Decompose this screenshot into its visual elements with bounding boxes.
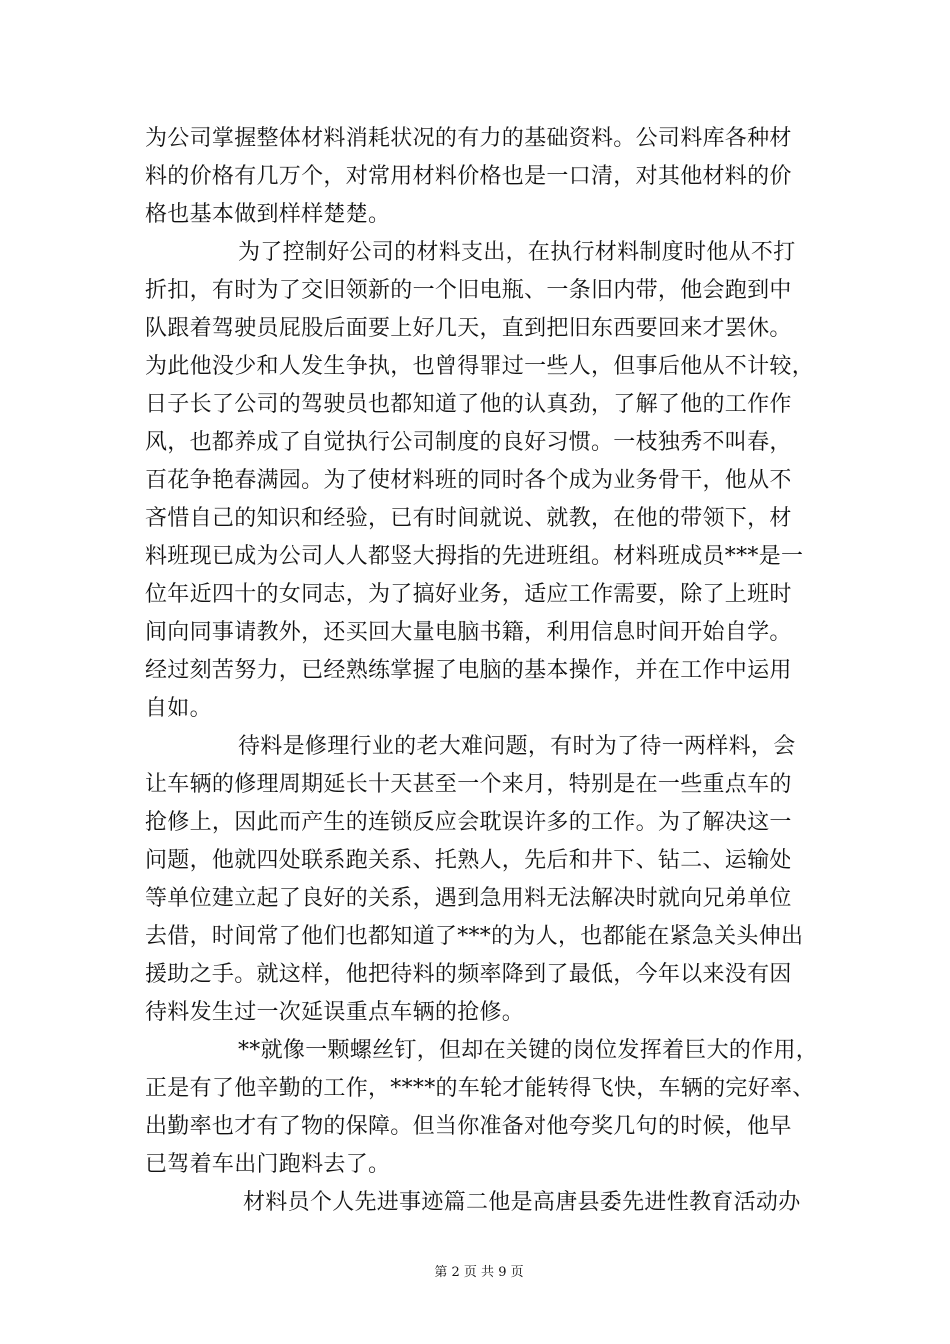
text-line: 为公司掌握整体材料消耗状况的有力的基础资料。公司料库各种材 [145, 126, 792, 151]
text-line: 问题，他就四处联系跑关系、托熟人，先后和井下、钻二、运输处 [145, 848, 792, 873]
text-line: 为此他没少和人发生争执，也曾得罪过一些人，但事后他从不计较， [145, 354, 815, 379]
text-line: 风，也都养成了自觉执行公司制度的良好习惯。一枝独秀不叫春， [145, 430, 792, 455]
text-line: 折扣，有时为了交旧领新的一个旧电瓶、一条旧内带，他会跑到中 [145, 278, 792, 303]
text-line: 正是有了他辛勤的工作，****的车轮才能转得飞快，车辆的完好率、 [145, 1076, 815, 1101]
text-line: 经过刻苦努力，已经熟练掌握了电脑的基本操作，并在工作中运用 [145, 658, 792, 683]
text-line: 自如。 [145, 696, 212, 721]
text-line: 位年近四十的女同志，为了搞好业务，适应工作需要，除了上班时 [145, 582, 792, 607]
paragraph-start-line: 待料是修理行业的老大难问题，有时为了待一两样料，会 [238, 734, 796, 759]
paragraph-start-line: 为了控制好公司的材料支出，在执行材料制度时他从不打 [238, 240, 796, 265]
text-line: 待料发生过一次延误重点车辆的抢修。 [145, 1000, 525, 1025]
text-line: 队跟着驾驶员屁股后面要上好几天，直到把旧东西要回来才罢休。 [145, 316, 792, 341]
text-line: 料的价格有几万个，对常用材料价格也是一口清，对其他材料的价 [145, 164, 792, 189]
text-line: 间向同事请教外，还买回大量电脑书籍，利用信息时间开始自学。 [145, 620, 792, 645]
text-line: 料班现已成为公司人人都竖大拇指的先进班组。材料班成员***是一 [145, 544, 804, 569]
text-line: 格也基本做到样样楚楚。 [145, 202, 391, 227]
text-line: 日子长了公司的驾驶员也都知道了他的认真劲，了解了他的工作作 [145, 392, 792, 417]
text-line: 已驾着车出门跑料去了。 [145, 1152, 391, 1177]
text-line: 援助之手。就这样，他把待料的频率降到了最低，今年以来没有因 [145, 962, 792, 987]
text-line: 出勤率也才有了物的保障。但当你准备对他夸奖几句的时候，他早 [145, 1114, 792, 1139]
text-line: 百花争艳春满园。为了使材料班的同时各个成为业务骨干，他从不 [145, 468, 792, 493]
text-line: 让车辆的修理周期延长十天甚至一个来月，特别是在一些重点车的 [145, 772, 792, 797]
paragraph-start-line: **就像一颗螺丝钉，但却在关键的岗位发挥着巨大的作用， [238, 1038, 819, 1063]
text-line: 等单位建立起了良好的关系，遇到急用料无法解决时就向兄弟单位 [145, 886, 792, 911]
text-line: 抢修上，因此而产生的连锁反应会耽误许多的工作。为了解决这一 [145, 810, 792, 835]
paragraph-start-line: 材料员个人先进事迹篇二他是高唐县委先进性教育活动办 [243, 1190, 801, 1215]
text-line: 去借，时间常了他们也都知道了***的为人，也都能在紧急关头伸出 [145, 924, 804, 949]
text-line: 吝惜自己的知识和经验，已有时间就说、就教，在他的带领下，材 [145, 506, 792, 531]
page-footer: 第 2 页 共 9 页 [434, 1265, 524, 1280]
